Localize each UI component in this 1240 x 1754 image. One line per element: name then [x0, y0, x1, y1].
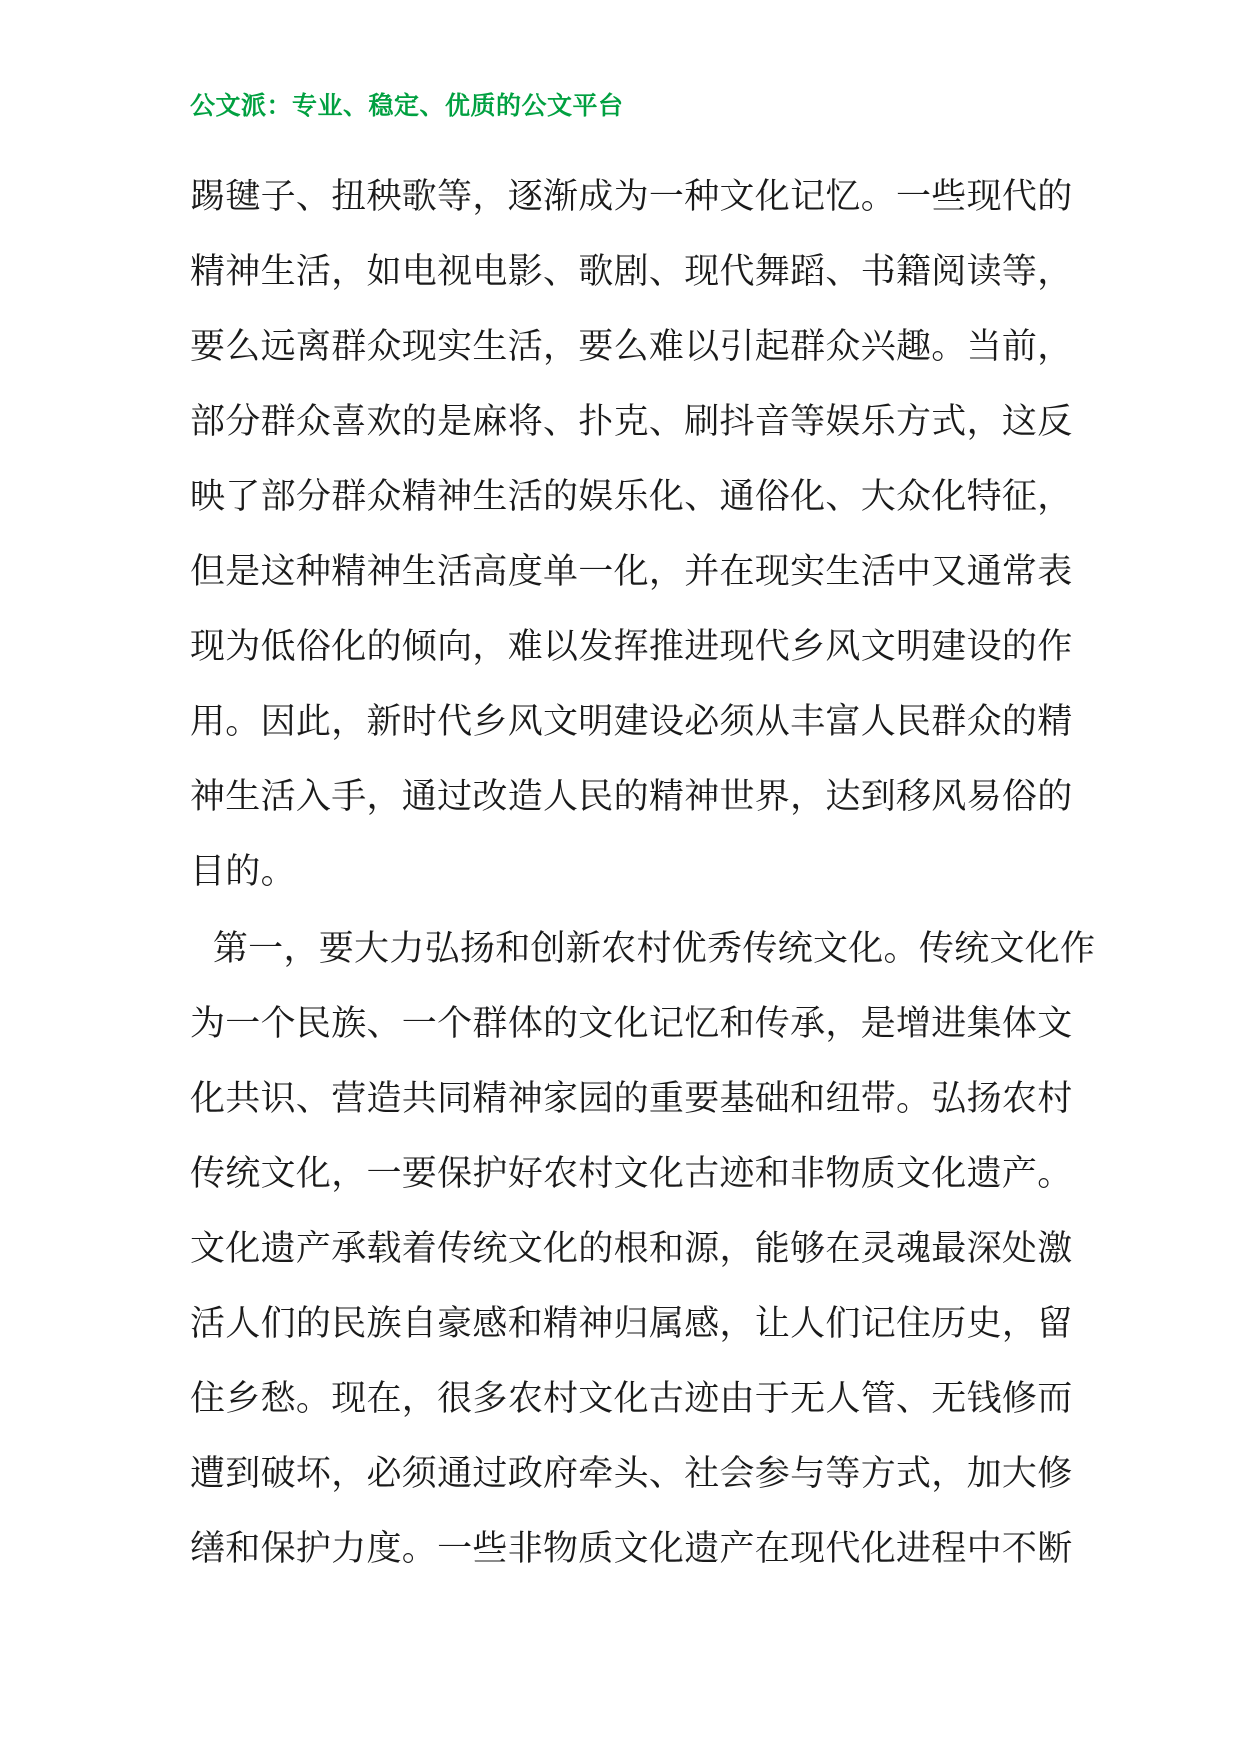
text-line: 活人们的民族自豪感和精神归属感，让人们记住历史，留 — [190, 1304, 1073, 1344]
text-line: 现为低俗化的倾向，难以发挥推进现代乡风文明建设的作 — [190, 627, 1073, 667]
paragraph-2 — [190, 912, 1096, 1587]
text-line: 遭到破坏，必须通过政府牵头、社会参与等方式，加大修 — [190, 1454, 1073, 1494]
text-line: 部分群众喜欢的是麻将、扑克、刷抖音等娱乐方式，这反 — [190, 402, 1073, 442]
document-body — [190, 160, 1096, 1587]
text-line: 化共识、营造共同精神家园的重要基础和纽带。弘扬农村 — [190, 1079, 1073, 1119]
paragraph-1 — [190, 160, 1073, 910]
text-line: 要么远离群众现实生活，要么难以引起群众兴趣。当前， — [190, 327, 1073, 367]
text-line: 映了部分群众精神生活的娱乐化、通俗化、大众化特征， — [190, 477, 1073, 517]
text-line: 精神生活，如电视电影、歌剧、现代舞蹈、书籍阅读等， — [190, 252, 1073, 292]
text-line: 文化遗产承载着传统文化的根和源，能够在灵魂最深处激 — [190, 1229, 1073, 1269]
text-line: 用。因此，新时代乡风文明建设必须从丰富人民群众的精 — [190, 702, 1073, 742]
text-line: 住乡愁。现在，很多农村文化古迹由于无人管、无钱修而 — [190, 1379, 1073, 1419]
page-header-title: 公文派：专业、稳定、优质的公文平台 — [190, 91, 624, 120]
text-line: 传统文化，一要保护好农村文化古迹和非物质文化遗产。 — [190, 1154, 1073, 1194]
text-line: 但是这种精神生活高度单一化，并在现实生活中又通常表 — [190, 552, 1073, 592]
text-line: 神生活入手，通过改造人民的精神世界，达到移风易俗的 — [190, 777, 1073, 817]
text-line: 第一，要大力弘扬和创新农村优秀传统文化。传统文化作 — [190, 929, 1096, 969]
text-line: 目的。 — [190, 852, 296, 892]
text-line: 踢毽子、扭秧歌等，逐渐成为一种文化记忆。一些现代的 — [190, 177, 1073, 217]
text-line: 缮和保护力度。一些非物质文化遗产在现代化进程中不断 — [190, 1529, 1073, 1569]
text-line: 为一个民族、一个群体的文化记忆和传承，是增进集体文 — [190, 1004, 1073, 1044]
